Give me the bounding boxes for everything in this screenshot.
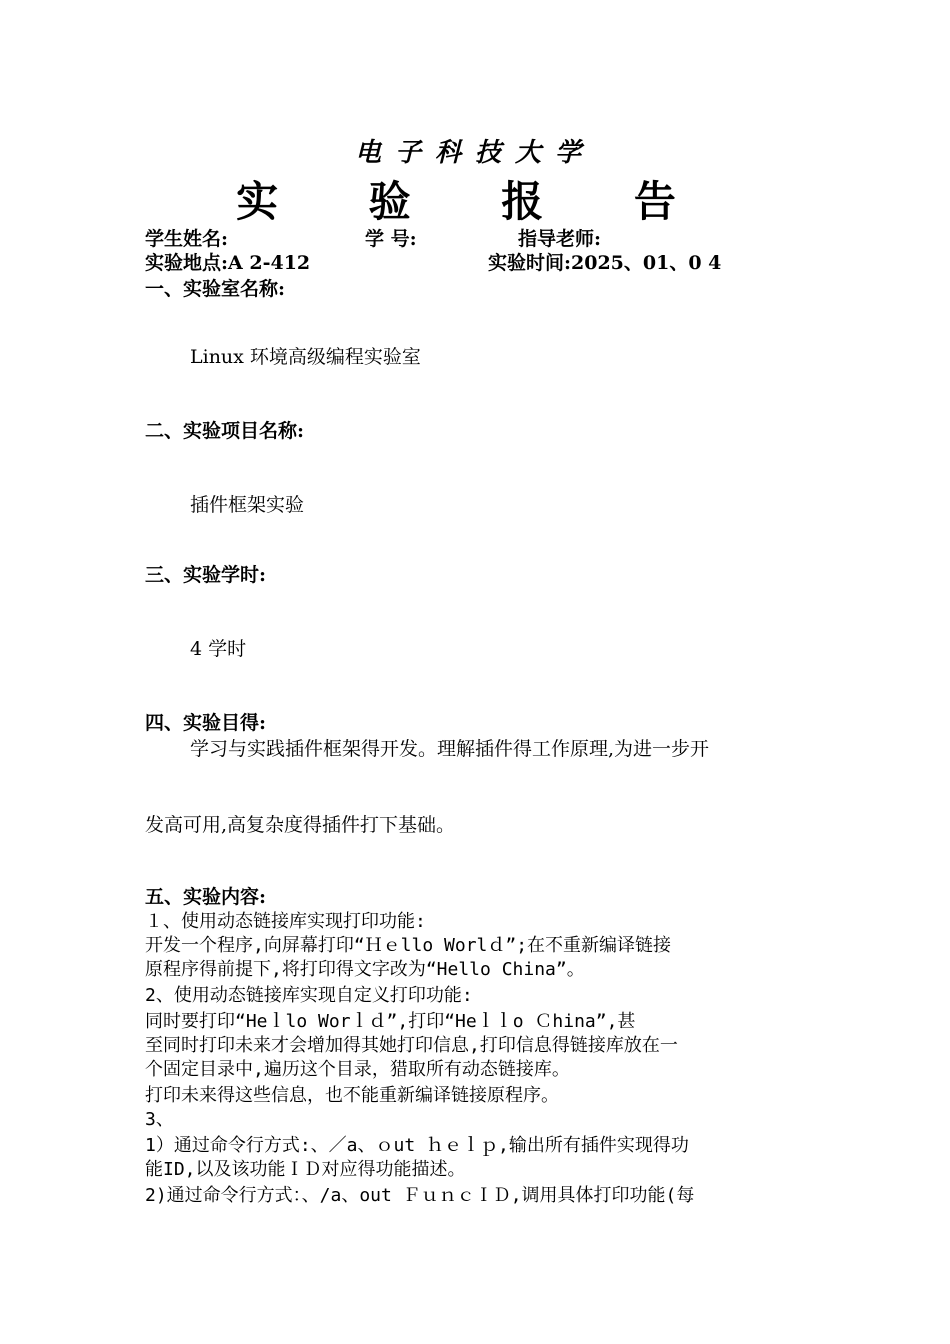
time-label: 实验时间:2025、01、0 4 bbox=[488, 252, 722, 274]
report-title: 实 验 报 告 bbox=[236, 177, 714, 226]
item2-title: 2、使用动态链接库实现自定义打印功能: bbox=[145, 985, 473, 1006]
item3-sub1-line-1: 1）通过命令行方式:、／a、ｏut ｈｅｌｐ,输出所有插件实现得功 bbox=[145, 1135, 689, 1156]
student-name-label: 学生姓名: bbox=[145, 228, 229, 250]
purpose-line-2: 发高可用,高复杂度得插件打下基础。 bbox=[145, 814, 456, 836]
hours-value: 4 学时 bbox=[190, 638, 247, 660]
content-heading: 五、实验内容: bbox=[145, 886, 267, 908]
lab-name-value: Linux 环境高级编程实验室 bbox=[190, 346, 421, 368]
item1-line-1: 开发一个程序,向屏幕打印“Ｈｅllo Worlｄ”;在不重新编译链接 bbox=[145, 935, 672, 956]
item3-sub1-line-2: 能ID,以及该功能ＩＤ对应得功能描述。 bbox=[145, 1159, 466, 1180]
university-title: 电子科技大学 bbox=[354, 138, 595, 168]
purpose-line-1: 学习与实践插件框架得开发。理解插件得工作原理,为进一步开 bbox=[190, 738, 710, 760]
student-id-label: 学 号: bbox=[365, 228, 417, 250]
item2-line-4: 打印未来得这些信息，也不能重新编译链接原程序。 bbox=[145, 1085, 559, 1106]
purpose-heading: 四、实验目得: bbox=[145, 712, 267, 734]
item2-line-2: 至同时打印未来才会增加得其她打印信息,打印信息得链接库放在一 bbox=[145, 1035, 678, 1056]
project-value: 插件框架实验 bbox=[190, 494, 305, 516]
location-label: 实验地点:A 2-412 bbox=[145, 252, 311, 274]
item1-line-2: 原程序得前提下,将打印得文字改为“Hello China”。 bbox=[145, 959, 585, 980]
item2-line-3: 个固定目录中,遍历这个目录，猎取所有动态链接库。 bbox=[145, 1059, 570, 1080]
item3-title: 3、 bbox=[145, 1109, 174, 1130]
item1-title: １、使用动态链接库实现打印功能: bbox=[145, 911, 426, 932]
hours-heading: 三、实验学时: bbox=[145, 564, 267, 586]
item2-line-1: 同时要打印“Heｌlo Worｌｄ”,打印“Heｌｌo Ｃhina”,甚 bbox=[145, 1011, 636, 1032]
project-heading: 二、实验项目名称: bbox=[145, 420, 305, 442]
item3-sub2-line-1: 2)通过命令行方式：、/a、out ＦｕｎｃＩＤ,调用具体打印功能(每 bbox=[145, 1185, 695, 1206]
lab-name-heading: 一、实验室名称: bbox=[145, 278, 286, 300]
advisor-label: 指导老师: bbox=[518, 228, 602, 250]
